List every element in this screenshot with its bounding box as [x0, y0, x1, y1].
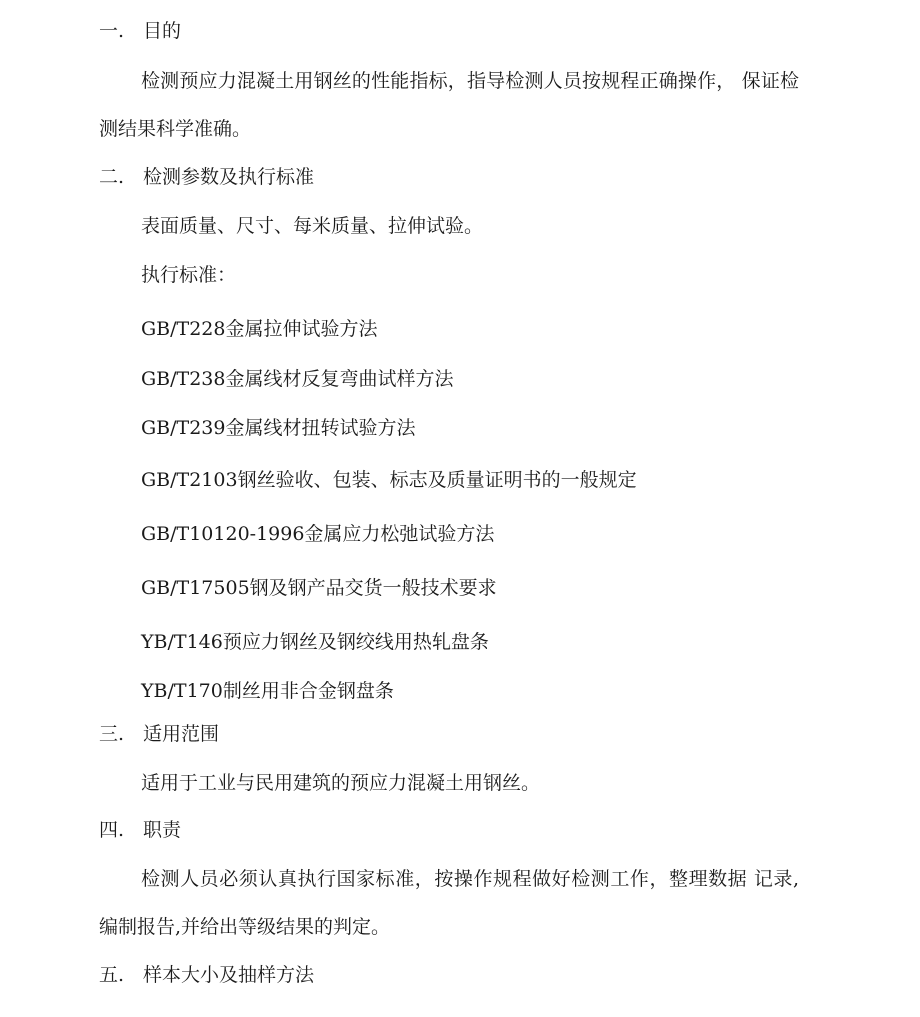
section-number: 二. — [99, 166, 125, 188]
standard-item: GB/T238金属线材反复弯曲试样方法 — [141, 368, 454, 390]
test-parameters: 表面质量、尺寸、每米质量、拉伸试验。 — [141, 215, 484, 237]
section-title: 适用范围 — [143, 723, 220, 745]
section-heading-3 — [99, 722, 219, 746]
standard-item: GB/T228金属拉伸试验方法 — [141, 318, 378, 340]
section-title: 检测参数及执行标准 — [143, 166, 315, 188]
standard-item: GB/T239金属线材扭转试验方法 — [141, 417, 416, 439]
section-title: 样本大小及抽样方法 — [143, 964, 315, 986]
standard-item: GB/T17505钢及钢产品交货一般技术要求 — [141, 577, 497, 599]
section-number: 四. — [99, 819, 125, 841]
section-heading-5 — [99, 963, 314, 987]
section-heading-2 — [99, 165, 314, 189]
section-paragraph-1: 检测预应力混凝土用钢丝的性能指标，指导检测人员按规程正确操作， 保证检测结果科学准确。 — [99, 70, 799, 140]
section-number: 三. — [99, 723, 125, 745]
section-heading-4 — [99, 818, 181, 842]
standard-item: YB/T170制丝用非合金钢盘条 — [141, 680, 394, 702]
standard-item: YB/T146预应力钢丝及钢绞线用热轧盘条 — [141, 631, 489, 653]
section-title: 目的 — [143, 20, 182, 42]
standard-item: GB/T10120-1996金属应力松弛试验方法 — [141, 523, 495, 545]
section-heading-1 — [99, 19, 181, 43]
standard-item: GB/T2103钢丝验收、包装、标志及质量证明书的一般规定 — [141, 469, 637, 491]
section-number: 五. — [99, 964, 125, 986]
section-paragraph-4: 检测人员必须认真执行国家标准，按操作规程做好检测工作，整理数据 记录,编制报告,并给出等级结果的判定。 — [99, 868, 799, 938]
section-paragraph-3: 适用于工业与民用建筑的预应力混凝土用钢丝。 — [141, 772, 541, 794]
section-number: 一. — [99, 20, 125, 42]
standards-label: 执行标准： — [141, 264, 237, 286]
section-title: 职责 — [143, 819, 182, 841]
